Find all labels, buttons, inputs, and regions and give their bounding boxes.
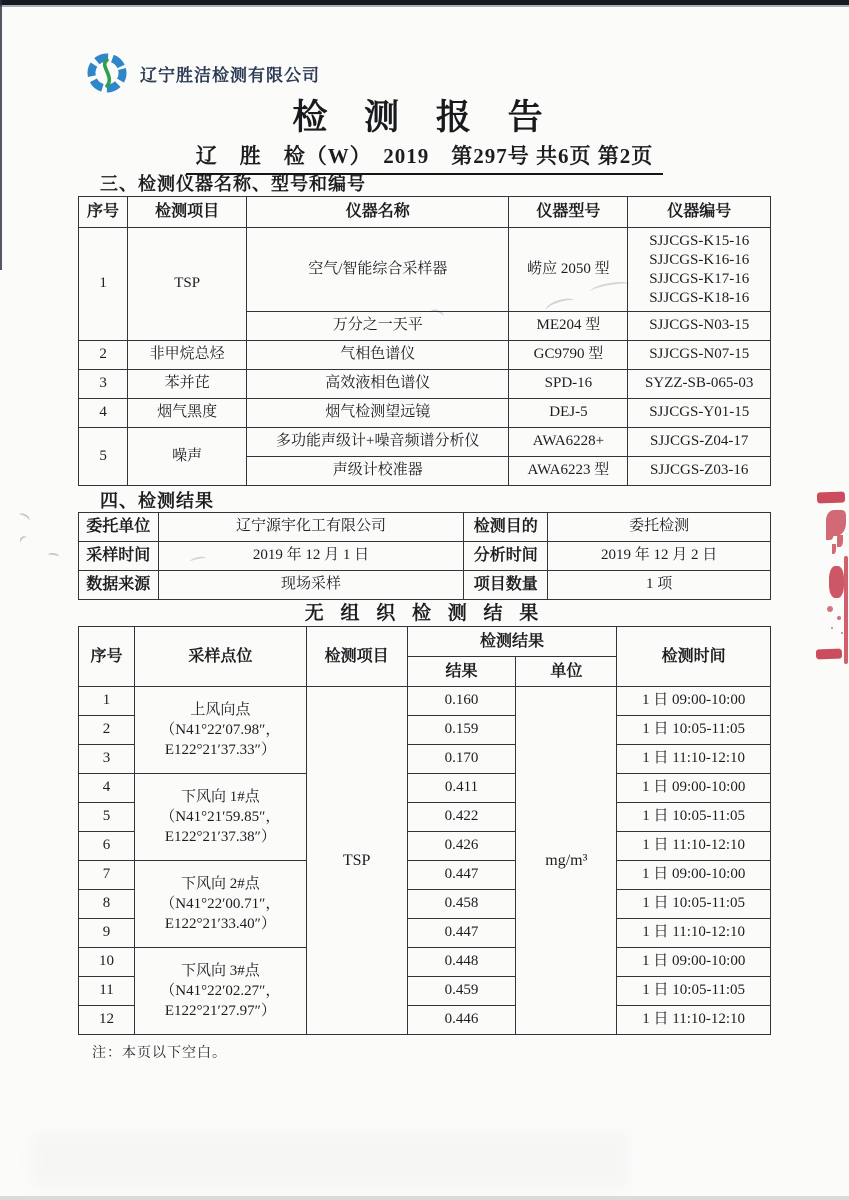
col-header-no: 序号 bbox=[79, 627, 135, 687]
model-cell: GC9790 型 bbox=[509, 341, 628, 370]
test-item-cell: TSP bbox=[306, 687, 407, 1035]
serial-cell: SJJCGS-Z04-17 bbox=[628, 428, 771, 457]
footer-note: 注：本页以下空白。 bbox=[92, 1046, 227, 1061]
table-row bbox=[79, 774, 771, 803]
red-ink-splatter bbox=[826, 510, 846, 536]
table-row bbox=[79, 428, 771, 457]
company-logo-icon bbox=[86, 52, 128, 94]
unit-cell: mg/m³ bbox=[516, 687, 617, 1035]
info-label: 委托单位 bbox=[79, 513, 159, 542]
instrument-name-cell: 气相色谱仪 bbox=[247, 341, 509, 370]
row-number-cell: 1 bbox=[79, 228, 128, 341]
serial-cell: SJJCGS-Y01-15 bbox=[628, 399, 771, 428]
pencil-mark bbox=[48, 552, 60, 558]
item-cell: 非甲烷总烃 bbox=[128, 341, 247, 370]
report-title: 检 测 报 告 bbox=[292, 98, 557, 137]
table-row bbox=[79, 861, 771, 890]
model-cell: DEJ-5 bbox=[509, 399, 628, 428]
table-row bbox=[79, 370, 771, 399]
result-cell: 0.426 bbox=[407, 832, 516, 861]
red-ink-mark bbox=[816, 649, 842, 660]
point-line: 上风向点 bbox=[190, 702, 251, 718]
serial-cell: SJJCGS-Z03-16 bbox=[628, 457, 771, 486]
result-cell: 0.422 bbox=[407, 803, 516, 832]
row-number-cell: 7 bbox=[79, 861, 135, 890]
result-cell: 0.170 bbox=[407, 745, 516, 774]
point-line: E122°21′33.40″） bbox=[164, 916, 276, 932]
company-name: 辽宁胜洁检测有限公司 bbox=[140, 65, 320, 85]
serial-cell: SYZZ-SB-065-03 bbox=[628, 370, 771, 399]
sampling-point-cell bbox=[135, 861, 307, 948]
table-row bbox=[79, 228, 771, 312]
info-value: 2019 年 12 月 1 日 bbox=[158, 542, 464, 571]
company-brand bbox=[86, 52, 320, 94]
row-number-cell: 12 bbox=[79, 1006, 135, 1035]
info-label: 项目数量 bbox=[464, 571, 548, 600]
scan-top-edge-shadow bbox=[0, 5, 849, 7]
info-label: 分析时间 bbox=[464, 542, 548, 571]
time-cell: 1 日 09:00-10:00 bbox=[617, 774, 771, 803]
info-label: 采样时间 bbox=[79, 542, 159, 571]
row-number-cell: 9 bbox=[79, 919, 135, 948]
instrument-name-cell: 声级计校准器 bbox=[247, 457, 509, 486]
red-ink-mark bbox=[817, 492, 845, 504]
col-header-serial: 仪器编号 bbox=[628, 197, 771, 228]
col-header-unit: 单位 bbox=[516, 657, 617, 687]
row-number-cell: 11 bbox=[79, 977, 135, 1006]
row-number-cell: 1 bbox=[79, 687, 135, 716]
result-cell: 0.447 bbox=[407, 861, 516, 890]
point-line: （N41°21′59.85″， bbox=[160, 809, 281, 825]
time-cell: 1 日 11:10-12:10 bbox=[617, 919, 771, 948]
model-cell: 崂应 2050 型 bbox=[509, 228, 628, 312]
instrument-name-cell: 烟气检测望远镜 bbox=[247, 399, 509, 428]
point-line: E122°21′37.33″） bbox=[164, 742, 276, 758]
info-value: 2019 年 12 月 2 日 bbox=[548, 542, 771, 571]
row-number-cell: 5 bbox=[79, 428, 128, 486]
model-cell: SPD-16 bbox=[509, 370, 628, 399]
info-label: 数据来源 bbox=[79, 571, 159, 600]
sampling-point-cell bbox=[135, 687, 307, 774]
section-3-heading: 三、检测仪器名称、型号和编号 bbox=[100, 174, 366, 194]
point-line: E122°21′27.97″） bbox=[164, 1003, 276, 1019]
result-cell: 0.411 bbox=[407, 774, 516, 803]
point-line: （N41°22′07.98″， bbox=[160, 722, 281, 738]
result-cell: 0.159 bbox=[407, 716, 516, 745]
info-value: 辽宁源宇化工有限公司 bbox=[158, 513, 464, 542]
time-cell: 1 日 11:10-12:10 bbox=[617, 1006, 771, 1035]
col-header-time: 检测时间 bbox=[617, 627, 771, 687]
row-number-cell: 2 bbox=[79, 341, 128, 370]
col-header-item: 检测项目 bbox=[306, 627, 407, 687]
pencil-mark bbox=[17, 512, 31, 525]
row-number-cell: 2 bbox=[79, 716, 135, 745]
section-4-heading: 四、检测结果 bbox=[100, 491, 214, 511]
item-cell: 苯并芘 bbox=[128, 370, 247, 399]
results-band-title: 无 组 织 检 测 结 果 bbox=[304, 603, 545, 624]
col-header-no: 序号 bbox=[79, 197, 128, 228]
result-cell: 0.448 bbox=[407, 948, 516, 977]
instrument-name-cell: 高效液相色谱仪 bbox=[247, 370, 509, 399]
time-cell: 1 日 11:10-12:10 bbox=[617, 832, 771, 861]
col-header-sampling-point: 采样点位 bbox=[135, 627, 307, 687]
result-cell: 0.459 bbox=[407, 977, 516, 1006]
table-row bbox=[79, 542, 771, 571]
red-ink-blob bbox=[829, 566, 844, 598]
time-cell: 1 日 09:00-10:00 bbox=[617, 687, 771, 716]
row-number-cell: 4 bbox=[79, 399, 128, 428]
item-cell: TSP bbox=[128, 228, 247, 341]
commission-info-table bbox=[78, 512, 771, 600]
row-number-cell: 6 bbox=[79, 832, 135, 861]
report-doc-number: 辽 胜 检（W） 2019 第297号 共6页 第2页 bbox=[186, 140, 664, 175]
model-cell: AWA6228+ bbox=[509, 428, 628, 457]
point-line: （N41°22′02.27″， bbox=[160, 983, 281, 999]
serial-cell: SJJCGS-N03-15 bbox=[628, 312, 771, 341]
row-number-cell: 8 bbox=[79, 890, 135, 919]
time-cell: 1 日 10:05-11:05 bbox=[617, 977, 771, 1006]
time-cell: 1 日 09:00-10:00 bbox=[617, 861, 771, 890]
row-number-cell: 5 bbox=[79, 803, 135, 832]
table-row bbox=[79, 513, 771, 542]
row-number-cell: 3 bbox=[79, 370, 128, 399]
instrument-name-cell: 空气/智能综合采样器 bbox=[247, 228, 509, 312]
instrument-name-cell: 万分之一天平 bbox=[247, 312, 509, 341]
table-row bbox=[79, 948, 771, 977]
serial-line: SJJCGS-K17-16 bbox=[649, 270, 750, 287]
table-row bbox=[79, 341, 771, 370]
model-cell: ME204 型 bbox=[509, 312, 628, 341]
model-cell: AWA6223 型 bbox=[509, 457, 628, 486]
scan-bottom-edge bbox=[0, 1196, 849, 1200]
col-header-item: 检测项目 bbox=[128, 197, 247, 228]
col-header-result-group: 检测结果 bbox=[407, 627, 617, 657]
info-label: 检测目的 bbox=[464, 513, 548, 542]
sampling-point-cell bbox=[135, 948, 307, 1035]
time-cell: 1 日 09:00-10:00 bbox=[617, 948, 771, 977]
item-cell: 噪声 bbox=[128, 428, 247, 486]
col-header-model: 仪器型号 bbox=[509, 197, 628, 228]
serial-cell bbox=[628, 228, 771, 312]
serial-line: SJJCGS-K18-16 bbox=[649, 289, 750, 306]
sampling-point-cell bbox=[135, 774, 307, 861]
info-value: 1 项 bbox=[548, 571, 771, 600]
time-cell: 1 日 10:05-11:05 bbox=[617, 716, 771, 745]
point-line: 下风向 2#点 bbox=[180, 876, 260, 892]
point-line: 下风向 1#点 bbox=[180, 789, 260, 805]
pencil-mark bbox=[18, 534, 31, 547]
col-header-result: 结果 bbox=[407, 657, 516, 687]
row-number-cell: 10 bbox=[79, 948, 135, 977]
results-table bbox=[78, 626, 771, 1035]
result-cell: 0.160 bbox=[407, 687, 516, 716]
table-row bbox=[79, 687, 771, 716]
point-line: E122°21′37.38″） bbox=[164, 829, 276, 845]
time-cell: 1 日 10:05-11:05 bbox=[617, 803, 771, 832]
serial-line: SJJCGS-K16-16 bbox=[649, 251, 750, 268]
col-header-instrument-name: 仪器名称 bbox=[247, 197, 509, 228]
time-cell: 1 日 11:10-12:10 bbox=[617, 745, 771, 774]
info-value: 委托检测 bbox=[548, 513, 771, 542]
result-cell: 0.458 bbox=[407, 890, 516, 919]
row-number-cell: 3 bbox=[79, 745, 135, 774]
item-cell: 烟气黑度 bbox=[128, 399, 247, 428]
row-number-cell: 4 bbox=[79, 774, 135, 803]
instrument-name-cell: 多功能声级计+噪音频谱分析仪 bbox=[247, 428, 509, 457]
scan-ghosting bbox=[30, 1130, 630, 1190]
result-cell: 0.446 bbox=[407, 1006, 516, 1035]
point-line: （N41°22′00.71″， bbox=[160, 896, 281, 912]
serial-cell: SJJCGS-N07-15 bbox=[628, 341, 771, 370]
info-value: 现场采样 bbox=[158, 571, 464, 600]
serial-line: SJJCGS-K15-16 bbox=[649, 232, 750, 249]
instruments-table bbox=[78, 196, 771, 486]
table-row bbox=[79, 399, 771, 428]
table-row bbox=[79, 571, 771, 600]
time-cell: 1 日 10:05-11:05 bbox=[617, 890, 771, 919]
point-line: 下风向 3#点 bbox=[180, 963, 260, 979]
result-cell: 0.447 bbox=[407, 919, 516, 948]
